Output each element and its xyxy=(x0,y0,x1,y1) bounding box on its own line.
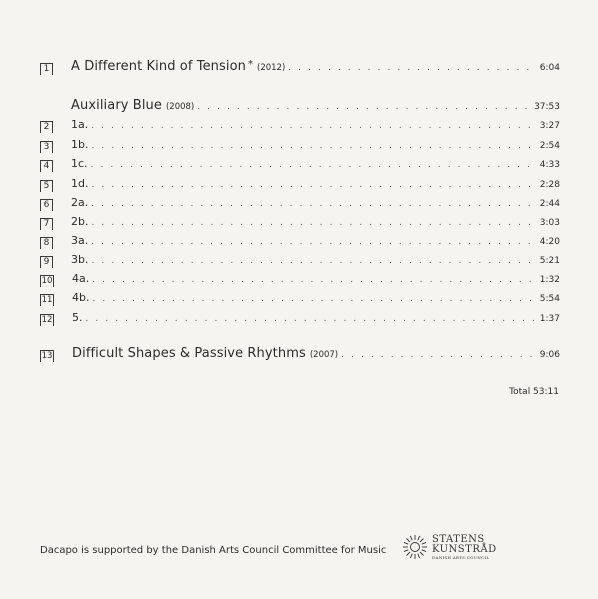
movement-duration: 1:37 xyxy=(539,314,560,324)
track-number-13: 13 xyxy=(41,351,53,361)
track-number: 5 xyxy=(40,180,53,192)
track-number: 8 xyxy=(40,237,53,249)
movement-duration: 4:33 xyxy=(539,160,560,170)
track-year-1: (2012) xyxy=(257,63,286,73)
movement-duration: 5:21 xyxy=(539,256,560,266)
leader-dots xyxy=(91,218,536,228)
movement-duration: 2:54 xyxy=(539,141,560,151)
track-number-1: 1 xyxy=(40,63,53,75)
movement-label: 4b. xyxy=(72,291,90,304)
movement-label: 2a. xyxy=(71,196,89,209)
movement-duration: 3:03 xyxy=(539,218,560,228)
track-number: 7 xyxy=(40,218,53,230)
track-number: 11 xyxy=(41,295,53,305)
work-duration: 37:53 xyxy=(534,102,560,112)
leader-dots xyxy=(92,275,537,285)
movement-row xyxy=(40,272,560,287)
leader-dots xyxy=(91,256,536,266)
movement-label: 1a. xyxy=(71,118,89,131)
track-title-13: Difficult Shapes & Passive Rhythms xyxy=(72,346,306,361)
track-row-13 xyxy=(40,346,560,362)
movement-row xyxy=(40,157,560,172)
logo-wordmark xyxy=(432,535,497,560)
support-statement: Dacapo is supported by the Danish Arts Council Committee for Music xyxy=(40,545,387,556)
movement-label: 4a. xyxy=(72,272,90,285)
movement-row xyxy=(40,234,560,249)
logo-line-tagline: DANISH ARTS COUNCIL xyxy=(432,554,490,560)
leader-dots xyxy=(92,294,536,304)
track-number: 2 xyxy=(40,121,53,133)
leader-dots xyxy=(91,141,536,151)
movement-label: 2b. xyxy=(71,215,89,228)
leader-dots xyxy=(91,160,537,170)
movement-duration: 1:32 xyxy=(539,275,560,285)
movement-duration: 5:54 xyxy=(539,294,560,304)
movement-label: 1c. xyxy=(71,157,88,170)
leader-dots xyxy=(91,237,537,247)
work-year: (2008) xyxy=(165,102,195,112)
movement-duration: 2:28 xyxy=(539,180,560,190)
movement-duration: 4:20 xyxy=(539,237,560,247)
leader-dots xyxy=(288,63,537,73)
track-number: 6 xyxy=(40,199,53,211)
movement-row xyxy=(40,215,560,230)
danish-arts-council-logo xyxy=(402,534,497,560)
movement-row xyxy=(40,253,560,268)
movement-row xyxy=(40,196,560,211)
track-year-13: (2007) xyxy=(309,350,339,360)
track-number: 12 xyxy=(41,315,53,325)
track-duration-13: 9:06 xyxy=(539,350,560,360)
movement-label: 3a. xyxy=(71,234,89,247)
logo-line-kunstrad: KUNSTRÅD xyxy=(432,543,497,555)
blank-number xyxy=(40,97,53,110)
track-number: 9 xyxy=(40,256,53,268)
track-number: 3 xyxy=(40,141,53,153)
movement-label: 3b. xyxy=(71,253,89,266)
movement-label: 1d. xyxy=(71,177,89,190)
leader-dots xyxy=(91,199,537,209)
logo-line-statens: STATENS xyxy=(432,533,485,545)
movement-label: 1b. xyxy=(71,138,89,151)
work-heading-row xyxy=(40,96,560,113)
movement-row xyxy=(40,311,560,326)
movement-duration: 3:27 xyxy=(539,121,560,131)
leader-dots xyxy=(91,121,537,131)
leader-dots xyxy=(197,102,531,112)
track-number: 10 xyxy=(41,276,53,286)
movement-row xyxy=(40,118,560,133)
sunburst-icon xyxy=(402,534,428,560)
movement-row xyxy=(40,138,560,153)
leader-dots xyxy=(91,180,536,190)
movement-duration: 2:44 xyxy=(539,199,560,209)
movement-row xyxy=(40,177,560,192)
track-title-1: A Different Kind of Tension xyxy=(71,59,246,74)
leader-dots xyxy=(341,350,537,360)
movement-row xyxy=(40,291,560,306)
movement-label: 5. xyxy=(72,311,83,324)
track-number: 4 xyxy=(40,160,53,172)
track-star-1: * xyxy=(248,59,253,70)
leader-dots xyxy=(86,314,537,324)
work-title: Auxiliary Blue xyxy=(71,98,162,113)
total-duration: Total 53:11 xyxy=(509,387,559,397)
track-row-1 xyxy=(40,59,560,75)
track-duration-1: 6:04 xyxy=(539,63,560,73)
